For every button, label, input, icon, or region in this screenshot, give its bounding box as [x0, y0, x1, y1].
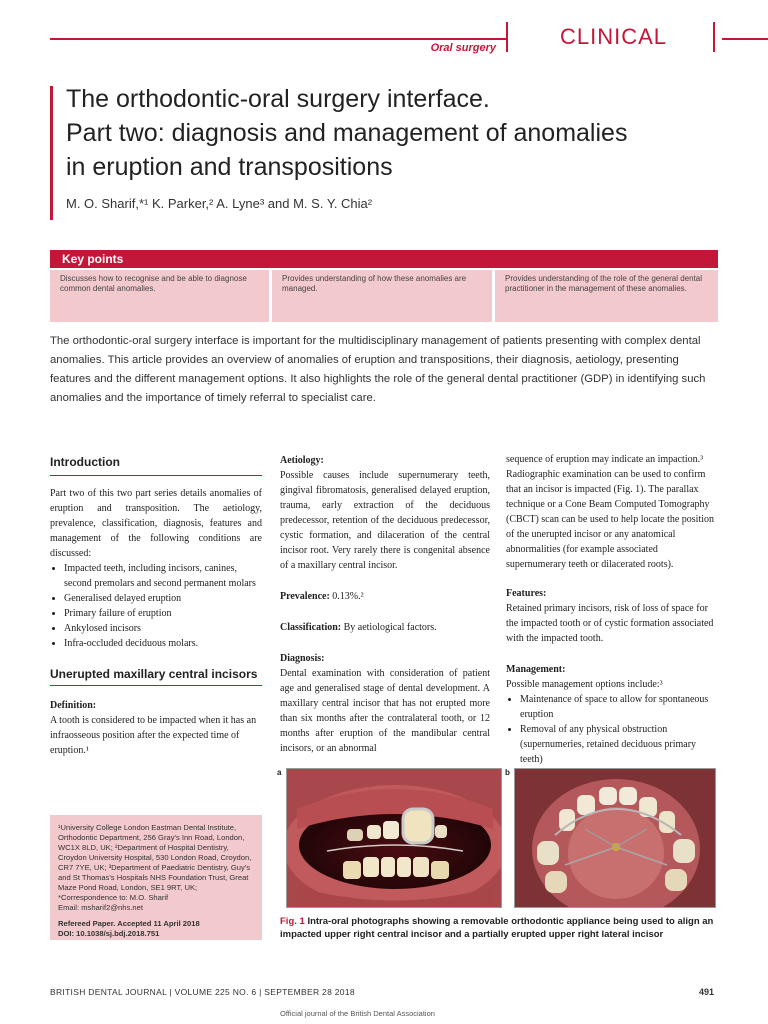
- prevalence-text: 0.13%.²: [329, 591, 364, 602]
- prevalence-label: Prevalence:: [280, 591, 330, 602]
- figure-label-b: b: [505, 768, 510, 777]
- column-2: [280, 453, 490, 756]
- features-label: Features:: [506, 588, 547, 599]
- figure-caption: [280, 915, 720, 941]
- list-item: • Impacted teeth, including incisors, canines, second premolars and second permanent molars: [64, 561, 262, 591]
- affiliations-text: ¹University College London Eastman Dental Institute, Orthodontic Department, 256 Gray's Inn Road, London, WC1X 8LD, UK; ²Department of Hospital Dentistry, Croydon University Hospital, 530 London Road, Croydon, CR7 7YE, UK; ³Department of Paediatric Dentistry, Guy's and St Thomas's Hospitals NHS Foundation Trust, Great Maze Pond Road, London, SE1 9RT, UK;: [58, 823, 252, 892]
- header-divider-1: [506, 22, 508, 52]
- list-item: • Infra-occluded deciduous molars.: [64, 636, 262, 651]
- email: Email: msharif2@nhs.net: [58, 903, 143, 912]
- conditions-list: [50, 561, 262, 651]
- introduction-rule: [50, 475, 262, 476]
- list-item: • Generalised delayed eruption: [64, 591, 262, 606]
- title-accent-bar: [50, 86, 53, 220]
- figure-number: Fig. 1: [280, 916, 305, 927]
- aetiology-text: Possible causes include supernumerary teeth, gingival fibromatosis, generalised delayed eruption, trauma, early extraction of the deciduous predecessor, retention of the deciduous predecessor, cystic formation, and dilaceration of the central incisor root. Very rarely there is congenital absence of a maxillary central incisor.: [280, 470, 490, 571]
- management-label: Management:: [506, 664, 566, 675]
- prevalence: [280, 589, 490, 604]
- diagnosis-label: Diagnosis:: [280, 653, 325, 664]
- intraoral-photo-a: [286, 768, 502, 908]
- category-label: CLINICAL: [560, 24, 668, 49]
- classification-text: By aetiological factors.: [341, 622, 437, 633]
- article-title: [66, 82, 746, 184]
- header-rule-right: [722, 38, 768, 40]
- refereed-note: Refereed Paper. Accepted 11 April 2018: [58, 919, 200, 928]
- management-list: [506, 692, 718, 767]
- key-point-1: Discusses how to recognise and be able to diagnose common dental anomalies.: [50, 270, 269, 322]
- intraoral-photo-b: [514, 768, 716, 908]
- list-item: • Maintenance of space to allow for spontaneous eruption: [520, 692, 718, 722]
- figure-caption-text: Intra-oral photographs showing a removable orthodontic appliance being used to align an impacted upper right central incisor and a partially erupted upper right lateral incisor: [280, 916, 714, 940]
- classification: [280, 620, 490, 635]
- section-label: Oral surgery: [430, 42, 496, 54]
- aetiology-label: Aetiology:: [280, 455, 324, 466]
- continued-text: sequence of eruption may indicate an impaction.³ Radiographic examination can be used to confirm that an incisor is impacted (Fig. 1). The parallax technique or a Cone Beam Computed Tomography (CBCT) scan can be used to help locate the position of the unerupted incisor or any anatomical abnormalities (for example associated supernumerary teeth or dilacerated roots).: [506, 454, 715, 570]
- footer-official-journal: Official journal of the British Dental Association: [280, 1009, 435, 1018]
- doi: DOI: 10.1038/sj.bdj.2018.751: [58, 929, 160, 938]
- section-rule: [50, 685, 262, 686]
- list-item: • Removal of any physical obstruction (supernumeries, retained deciduous primary teeth): [520, 722, 718, 767]
- classification-label: Classification:: [280, 622, 342, 633]
- key-point-2: Provides understanding of how these anomalies are managed.: [272, 270, 492, 322]
- title-line-1: The orthodontic-oral surgery interface.: [66, 85, 490, 113]
- diagnosis-text: Dental examination with consideration of patient age and generalised stage of dental development. A maxillary central incisor that has not erupted more than six months after the contralateral tooth, or 12 months after eruption of the mandibular central incisors, or an abnormal: [280, 668, 490, 754]
- column-3: [506, 452, 718, 767]
- introduction-text: Part two of this two part series details anomalies of eruption and transposition. The aetiology, prevalence, classification, diagnosis, features and management of the following conditions are discussed:: [50, 488, 262, 559]
- photo-a-graphic: [287, 769, 502, 908]
- affiliations-box: [50, 815, 262, 940]
- author-list: M. O. Sharif,*¹ K. Parker,² A. Lyne³ and M. S. Y. Chia²: [66, 196, 373, 211]
- header-divider-2: [713, 22, 715, 52]
- photo-b-graphic: [515, 769, 716, 908]
- abstract: The orthodontic-oral surgery interface is important for the multidisciplinary management of patients presenting with complex dental anomalies. This article provides an overview of anomalies of eruption and transpositions, their diagnosis, aetiology, presenting features and the different management options. It also highlights the role of the general dental practitioner (GDP) in identifying such anomalies and the importance of timely referral to specialist care.: [50, 335, 706, 404]
- section-heading: Unerupted maxillary central incisors: [50, 667, 258, 681]
- title-line-3: in eruption and transpositions: [66, 153, 393, 181]
- header-rule-left: [50, 38, 508, 40]
- introduction-heading: Introduction: [50, 455, 120, 469]
- definition-label: Definition:: [50, 700, 97, 711]
- key-points-heading: Key points: [50, 250, 718, 268]
- definition-text: A tooth is considered to be impacted when it has an infraosseous position after the expected time of eruption.¹: [50, 715, 257, 756]
- key-point-3: Provides understanding of the role of the general dental practitioner in the management of these anomalies.: [495, 270, 718, 322]
- title-line-2: Part two: diagnosis and management of anomalies: [66, 119, 628, 147]
- figure-label-a: a: [277, 768, 282, 777]
- features-text: Retained primary incisors, risk of loss of space for the impacted tooth or of cystic formation associated with the impacted tooth.: [506, 603, 714, 644]
- management-text: Possible management options include:³: [506, 679, 663, 690]
- page-number: 491: [698, 987, 714, 997]
- footer-journal-issue: BRITISH DENTAL JOURNAL | VOLUME 225 NO. 6 | SEPTEMBER 28 2018: [50, 987, 355, 997]
- correspondence: *Correspondence to: M.O. Sharif: [58, 893, 169, 902]
- column-1: [50, 455, 262, 758]
- list-item: • Primary failure of eruption: [64, 606, 262, 621]
- list-item: • Ankylosed incisors: [64, 621, 262, 636]
